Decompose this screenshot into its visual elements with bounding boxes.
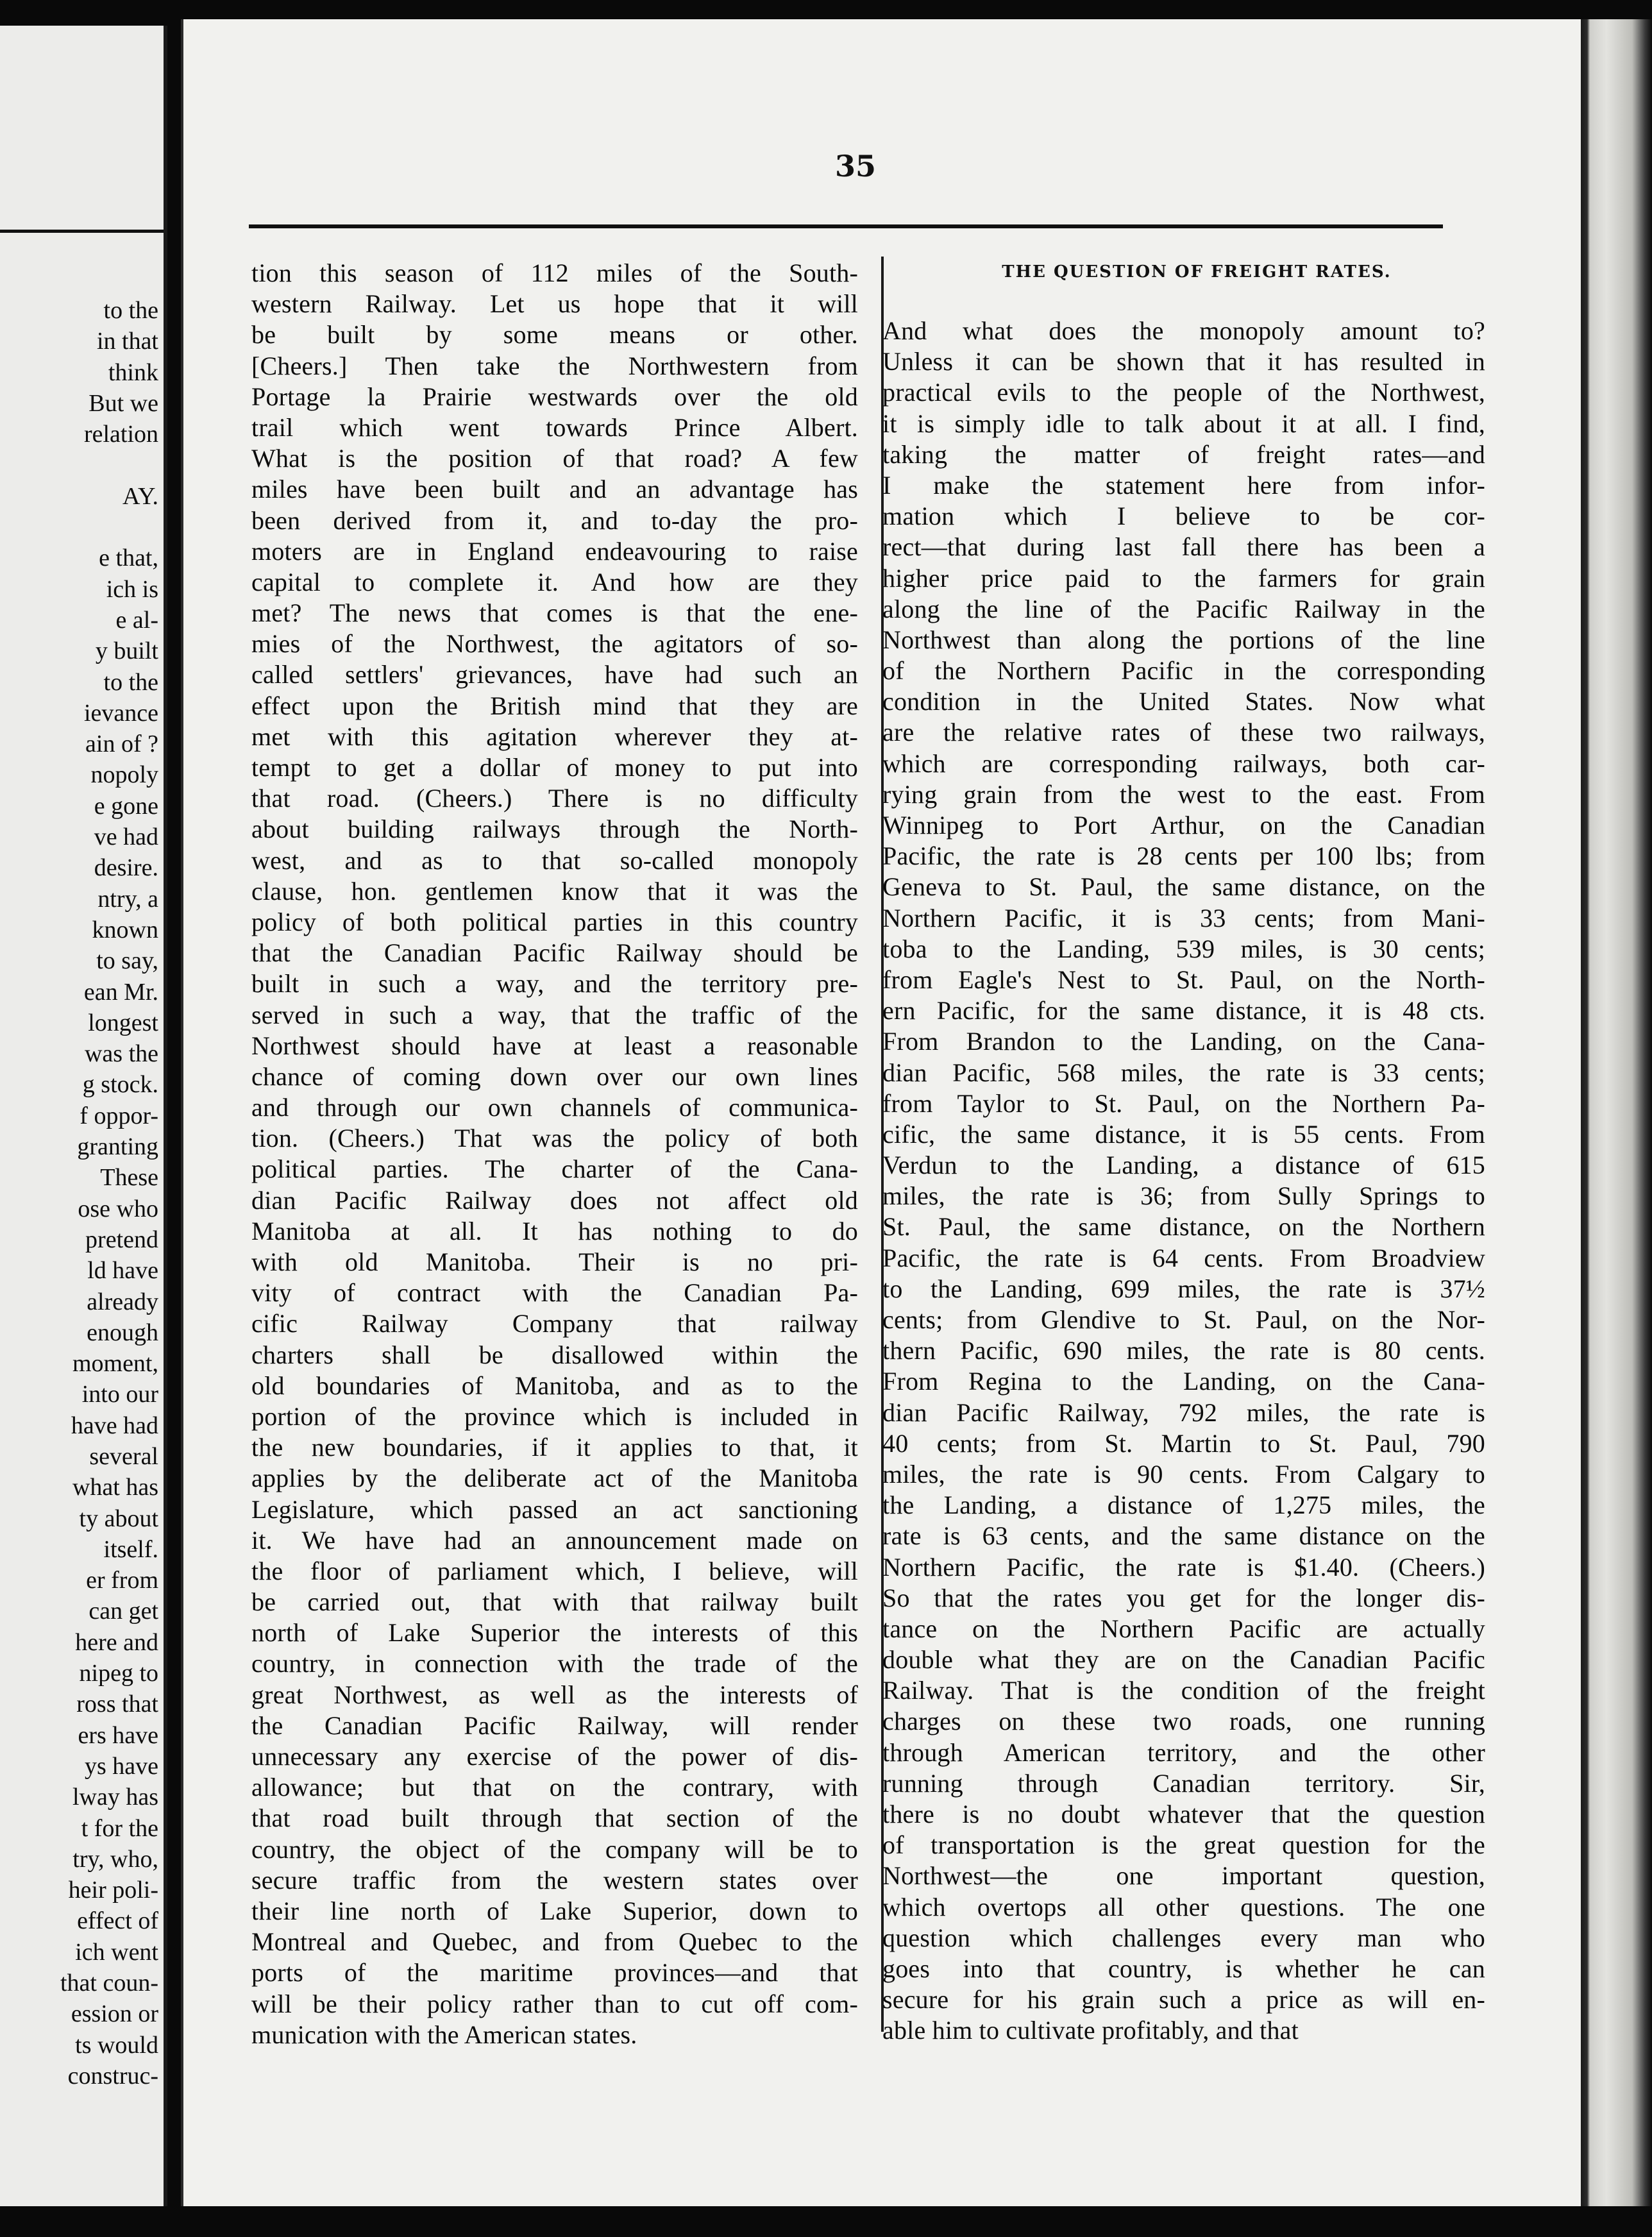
text-line: secure traffic from the western states over [251,1865,858,1895]
text-line: west, and as to that so-called monopoly [251,845,858,875]
text-line: e that, [99,544,158,572]
text-line: ports of the maritime provinces—and that [251,1958,858,1988]
text-line: moment, [72,1350,158,1378]
text-line: what has [72,1474,158,1501]
facing-page-fragment [0,26,167,2206]
text-line: have had [71,1412,158,1439]
text-line: nipeg to [79,1660,158,1687]
text-line: that the Canadian Pacific Railway should be [251,938,858,968]
header-rule [249,224,1443,228]
text-line: from Eagle's Nest to St. Paul, on the North- [882,965,1485,994]
text-line: Unless it can be shown that it has resulted in [882,347,1485,376]
heading-spacer [882,287,1485,316]
text-line: From Regina to the Landing, on the Cana- [882,1367,1485,1396]
text-line: rect—that during last fall there has been a [882,532,1485,562]
text-line: goes into that country, is whether he can [882,1954,1485,1983]
text-line: old boundaries of Manitoba, and as to the [251,1371,858,1400]
text-line: ean Mr. [83,978,158,1006]
text-line: I make the statement here from infor- [882,470,1485,500]
text-line: So that the rates you get for the longer dis- [882,1583,1485,1612]
text-line: met? The news that comes is that the ene- [251,598,858,628]
text-line: built in such a way, and the territory pre- [251,969,858,999]
text-line: with old Manitoba. Their is no pri- [251,1247,858,1276]
text-line: it is simply idle to talk about it at all. I find, [882,409,1485,438]
text-line: cents; from Glendive to St. Paul, on the Nor- [882,1305,1485,1334]
text-line: their line north of Lake Superior, down to [251,1896,858,1925]
text-line: f oppor- [80,1102,158,1129]
text-line: Pacific, the rate is 28 cents per 100 lbs; from [882,841,1485,871]
text-line: toba to the Landing, 539 miles, is 30 cents; [882,934,1485,963]
text-line: chance of coming down over our own lines [251,1061,858,1091]
text-line: 40 cents; from St. Martin to St. Paul, 790 [882,1428,1485,1458]
text-line: From Brandon to the Landing, on the Cana- [882,1027,1485,1056]
text-line: ross that [76,1691,158,1718]
text-line: to say, [96,947,158,975]
text-line: that road. (Cheers.) There is no difficulty [251,784,858,813]
left-text-column [251,258,858,2050]
text-line: capital to complete it. And how are they [251,567,858,596]
right-column-lines [882,316,1485,2047]
text-line: effect upon the British mind that they are [251,691,858,720]
text-line: e al- [115,606,158,634]
text-line: running through Canadian territory. Sir, [882,1768,1485,1798]
text-line [0,512,158,543]
text-line: ty about [79,1505,158,1532]
text-line: allowance; but that on the contrary, with [251,1773,858,1802]
text-line: rate is 63 cents, and the same distance on the [882,1521,1485,1551]
text-line: able him to cultivate profitably, and that [882,2016,1299,2045]
text-line: higher price paid to the farmers for grain [882,563,1485,593]
text-line: known [92,916,158,943]
text-line: question which challenges every man who [882,1923,1485,1952]
text-line: granting [77,1133,158,1161]
text-line: met with this agitation wherever they at- [251,722,858,751]
text-line: served in such a way, that the traffic of the [251,1000,858,1029]
text-line: tion this season of 112 miles of the South- [251,258,858,287]
text-line: thern Pacific, 690 miles, the rate is 80 cents. [882,1336,1485,1365]
right-text-column [882,257,1485,2047]
text-line: tion. (Cheers.) That was the policy of both [251,1124,858,1153]
text-line: the Canadian Pacific Railway, will render [251,1710,858,1740]
text-line: effect of [77,1907,158,1935]
text-line: longest [88,1009,158,1036]
text-line: which are corresponding railways, both car- [882,748,1485,778]
facing-page-text [0,295,158,2091]
text-line: it. We have had an announcement made on [251,1525,858,1555]
text-line: practical evils to the people of the Northwest, [882,378,1485,407]
text-line: pretend [85,1226,158,1253]
text-line: of the Northern Pacific in the corresponding [882,656,1485,686]
text-line: already [87,1288,158,1315]
text-line: will be their policy rather than to cut off com- [251,1989,858,2018]
text-line: country, the object of the company will be to [251,1834,858,1864]
text-line: great Northwest, as well as the interests of [251,1680,858,1709]
page-number: 35 [834,149,876,183]
text-line: are the relative rates of these two railways, [882,718,1485,747]
text-line [0,450,158,480]
text-line: Northwest should have at least a reasonable [251,1031,858,1060]
text-line: political parties. The charter of the Cana- [251,1154,858,1184]
facing-page-header-rule [0,230,164,233]
text-line: Geneva to St. Paul, the same distance, on the [882,872,1485,902]
text-line: ve had [94,823,158,851]
text-line: ers have [78,1721,158,1749]
text-line: Northwest—the one important question, [882,1861,1485,1891]
text-line: from Taylor to St. Paul, on the Northern Pa- [882,1088,1485,1118]
text-line: y built [95,637,158,665]
text-line: secure for his grain such a price as will en- [882,1985,1485,2014]
text-line: unnecessary any exercise of the power of dis- [251,1742,858,1771]
text-line: Winnipeg to Port Arthur, on the Canadian [882,811,1485,840]
text-line: trail which went towards Prince Albert. [251,412,858,442]
text-line: dian Pacific Railway, 792 miles, the rate is [882,1397,1485,1427]
text-line: vity of contract with the Canadian Pa- [251,1278,858,1308]
text-line: ich is [106,575,158,603]
text-line: moters are in England endeavouring to raise [251,536,858,566]
text-line: portion of the province which is included in [251,1401,858,1431]
text-line: Montreal and Quebec, and from Quebec to the [251,1927,858,1957]
text-line: Northern Pacific, it is 33 cents; from Mani- [882,903,1485,933]
text-line: heir poli- [68,1877,158,1904]
text-line: and through our own channels of communica- [251,1093,858,1122]
text-line: miles, the rate is 36; from Sully Springs to [882,1181,1485,1211]
text-line: be built by some means or other. [251,320,858,350]
text-line: mation which I believe to be cor- [882,502,1485,531]
text-line: clause, hon. gentlemen know that it was the [251,876,858,906]
text-line: ys have [84,1752,158,1780]
text-line: charges on these two roads, one running [882,1707,1485,1736]
text-line: Legislature, which passed an act sanctioning [251,1494,858,1524]
text-line: the floor of parliament which, I believe, will [251,1556,858,1585]
text-line: that road built through that section of the [251,1803,858,1833]
text-line: munication with the American states. [251,2020,637,2049]
text-line: Manitoba at all. It has nothing to do [251,1216,858,1245]
text-line: about building railways through the North- [251,815,858,844]
text-line: Pacific, the rate is 64 cents. From Broadview [882,1243,1485,1272]
text-line: mies of the Northwest, the agitators of so- [251,629,858,659]
text-line: double what they are on the Canadian Pacific [882,1645,1485,1675]
text-line: nopoly [90,761,158,789]
text-line: g stock. [82,1071,158,1099]
text-line: cific, the same distance, it is 55 cents. From [882,1119,1485,1149]
text-line: north of Lake Superior the interests of this [251,1618,858,1648]
text-line: Verdun to the Landing, a distance of 615 [882,1151,1485,1180]
text-line: was the [84,1040,158,1068]
text-line: taking the matter of freight rates—and [882,439,1485,469]
text-line: western Railway. Let us hope that it will [251,289,858,319]
text-line: think [108,359,158,386]
text-line: policy of both political parties in this country [251,907,858,936]
text-line: AY. [122,482,158,510]
text-line: country, in connection with the trade of the [251,1649,858,1678]
text-line: ntry, a [97,885,158,913]
text-line: ose who [78,1195,158,1222]
text-line: rying grain from the west to the east. From [882,779,1485,809]
text-line: tance on the Northern Pacific are actually [882,1614,1485,1643]
text-line: ich went [75,1938,158,1966]
text-line: These [100,1164,158,1192]
text-line: applies by the deliberate act of the Manitoba [251,1464,858,1493]
text-line: t for the [81,1814,158,1842]
page-edge [1581,19,1652,2206]
text-line: the Landing, a distance of 1,275 miles, the [882,1490,1485,1520]
text-line: tempt to get a dollar of money to put into [251,753,858,782]
text-line: called settlers' grievances, have had such an [251,660,858,689]
text-line: ievance [83,699,158,727]
text-line: itself. [103,1535,158,1563]
text-line: the new boundaries, if it applies to that, it [251,1433,858,1462]
text-line: miles have been built and an advantage has [251,475,858,504]
text-line: [Cheers.] Then take the Northwestern from [251,351,858,380]
text-line: try, who, [72,1845,158,1873]
text-line: along the line of the Pacific Railway in the [882,594,1485,623]
text-line: construc- [67,2062,158,2089]
text-line: cific Railway Company that railway [251,1309,858,1338]
text-line: Railway. That is the condition of the freight [882,1676,1485,1705]
text-line: Northern Pacific, the rate is $1.40. (Cheers.) [882,1552,1485,1582]
text-line: e gone [94,792,158,820]
text-line: ern Pacific, for the same distance, it is 48 cts. [882,996,1485,1026]
text-line: enough [87,1319,158,1346]
text-line: But we [88,389,158,417]
text-line: er from [86,1567,158,1594]
text-line: Northwest than along the portions of the line [882,625,1485,654]
text-line: been derived from it, and to-day the pro- [251,505,858,535]
text-line: ts would [75,2031,158,2059]
text-line: to the Landing, 699 miles, the rate is 37½ [882,1274,1485,1303]
text-line: relation [83,421,158,448]
text-line: ld have [87,1257,158,1285]
text-line: ain of ? [85,730,158,758]
text-line: here and [75,1628,158,1656]
text-line: several [89,1442,158,1470]
text-line: through American territory, and the other [882,1737,1485,1767]
text-line: to the [103,668,158,696]
text-line: to the [103,297,158,324]
text-line: dian Pacific, 568 miles, the rate is 33 cents; [882,1058,1485,1087]
text-line: St. Paul, the same distance, on the Northern [882,1212,1485,1242]
text-line: there is no doubt whatever that the question [882,1800,1485,1828]
text-line: ession or [71,2000,158,2028]
text-line: miles, the rate is 90 cents. From Calgary to [882,1459,1485,1489]
text-line: be carried out, that with that railway built [251,1587,858,1617]
text-line: can get [88,1598,158,1625]
text-line: And what does the monopoly amount to? [882,316,1485,345]
text-line: that coun- [60,1970,158,1997]
text-line: of transportation is the great question for the [882,1830,1485,1860]
text-line: condition in the United States. Now what [882,687,1485,716]
text-line: What is the position of that road? A few [251,444,858,473]
text-line: charters shall be disallowed within the [251,1340,858,1369]
text-line: desire. [94,854,158,882]
section-heading: THE QUESTION OF FREIGHT RATES. [1002,262,1392,282]
text-line: lway has [72,1784,158,1811]
text-line: dian Pacific Railway does not affect old [251,1185,858,1215]
text-line: into our [81,1381,158,1408]
text-line: in that [96,328,158,355]
text-line: which overtops all other questions. The one [882,1892,1485,1921]
text-line: Portage la Prairie westwards over the old [251,382,858,411]
